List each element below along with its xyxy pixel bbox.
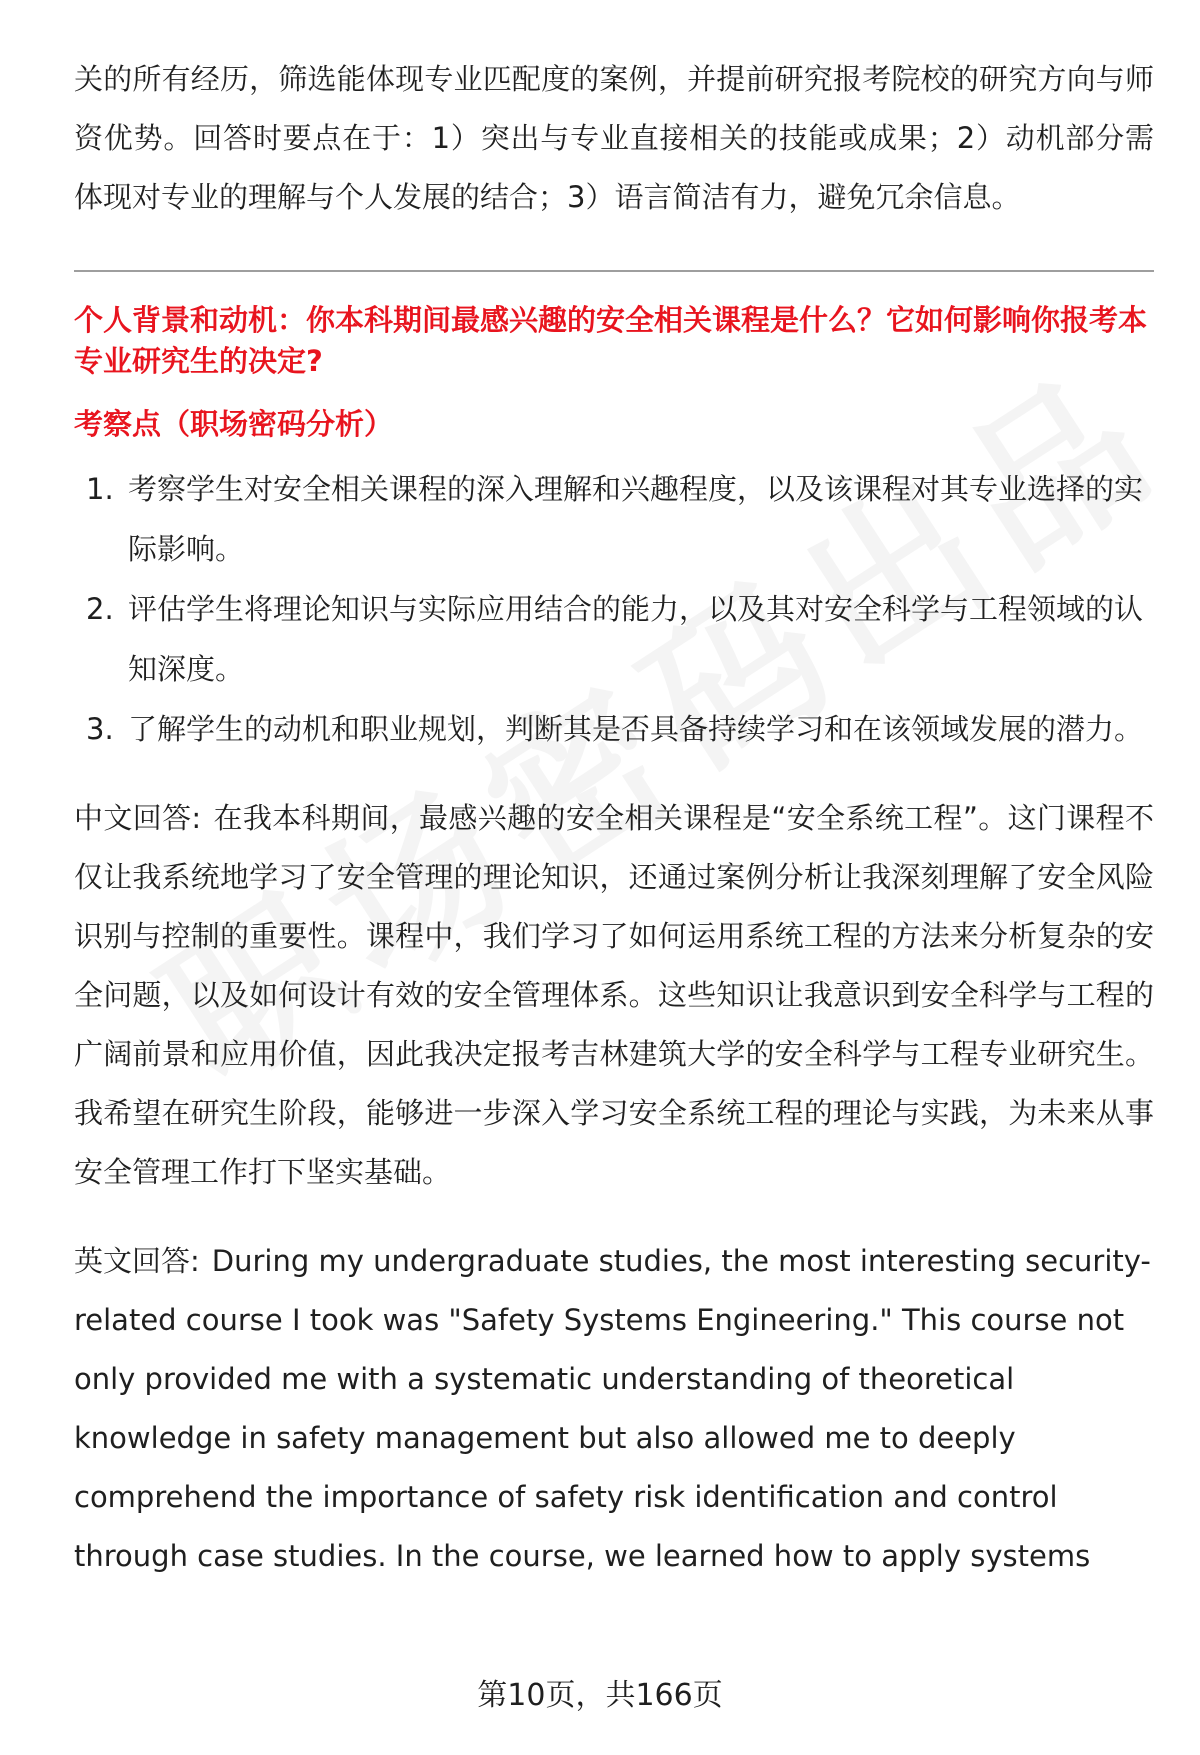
- assessment-item-number: 2.: [86, 592, 114, 626]
- assessment-item-text: 考察学生对安全相关课程的深入理解和兴趣程度，以及该课程对其专业选择的实际影响。: [128, 472, 1144, 566]
- assessment-heading: 考察点（职场密码分析）: [74, 407, 394, 441]
- english-answer-text: During my undergraduate studies, the most interesting security-related course I took was "Safety Systems Engineering." This course not only provided me with a systematic understanding of theoretical knowledge in safety management but also allowed me to deeply comprehend the importance of safety risk identification and control through case studies. In the course, we learned how to apply systems: [74, 1244, 1151, 1573]
- english-answer-label: 英文回答:: [74, 1244, 200, 1278]
- assessment-item-text: 评估学生将理论知识与实际应用结合的能力，以及其对安全科学与工程领域的认知深度。: [128, 592, 1144, 686]
- assessment-item: [74, 699, 1154, 759]
- assessment-item: [74, 579, 1154, 699]
- question-heading: 个人背景和动机：你本科期间最感兴趣的安全相关课程是什么？它如何影响你报考本专业研究生的决定?: [74, 303, 1148, 378]
- assessment-list: [74, 459, 1154, 759]
- assessment-item: [74, 459, 1154, 579]
- document-page: [74, 50, 1154, 1586]
- intro-paragraph: 关的所有经历，筛选能体现专业匹配度的案例，并提前研究报考院校的研究方向与师资优势。回答时要点在于：1）突出与专业直接相关的技能或成果；2）动机部分需体现对专业的理解与个人发展的结合；3）语言简洁有力，避免冗余信息。: [74, 62, 1154, 214]
- section-divider: [74, 270, 1154, 272]
- page-number-footer: 第10页，共166页: [477, 1678, 723, 1713]
- chinese-answer: [74, 789, 1154, 1202]
- chinese-answer-text: 在我本科期间，最感兴趣的安全相关课程是“安全系统工程”。这门课程不仅让我系统地学习了安全管理的理论知识，还通过案例分析让我深刻理解了安全风险识别与控制的重要性。课程中，我们学习了如何运用系统工程的方法来分析复杂的安全问题，以及如何设计有效的安全管理体系。这些知识让我意识到安全科学与工程的广阔前景和应用价值，因此我决定报考吉林建筑大学的安全科学与工程专业研究生。我希望在研究生阶段，能够进一步深入学习安全系统工程的理论与实践，为未来从事安全管理工作打下坚实基础。: [74, 801, 1154, 1189]
- english-answer: [74, 1232, 1154, 1586]
- assessment-item-text: 了解学生的动机和职业规划，判断其是否具备持续学习和在该领域发展的潜力。: [128, 712, 1144, 746]
- assessment-item-number: 1.: [86, 472, 114, 506]
- assessment-item-number: 3.: [86, 712, 114, 746]
- chinese-answer-label: 中文回答:: [74, 801, 202, 835]
